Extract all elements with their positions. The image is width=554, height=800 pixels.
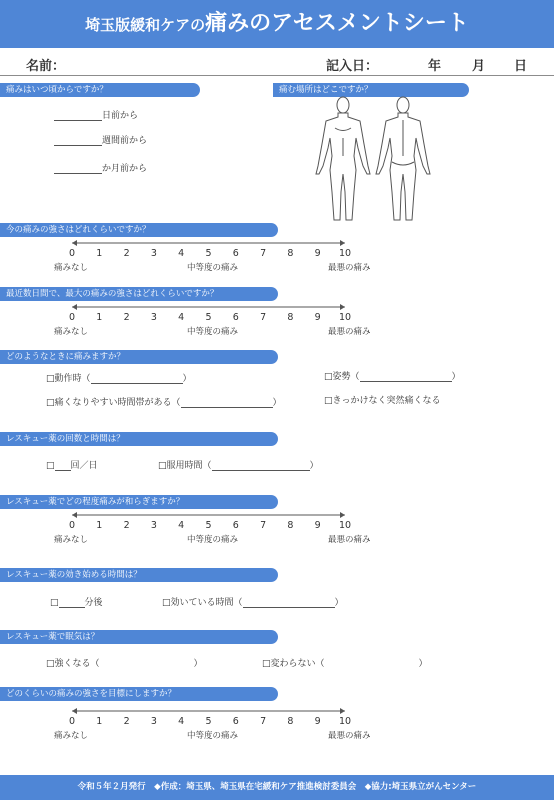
section-heading-rescue-onset: レスキュー薬の効き始める時間は？ [0, 568, 278, 582]
rescue-onset-checkbox[interactable]: □ [50, 598, 59, 608]
scale-number-1[interactable]: 1 [96, 248, 103, 259]
rescue-time-option[interactable] [158, 458, 319, 471]
scale-number-10[interactable]: 10 [338, 248, 352, 259]
scale-number-10[interactable]: 10 [338, 716, 352, 727]
when-movement-label: □動作時（ [46, 374, 91, 384]
when-movement-close: ） [182, 374, 192, 384]
scale-number-8[interactable]: 8 [287, 520, 294, 531]
scale-number-6[interactable]: 6 [232, 312, 239, 323]
scale-anchor-mid: 中等度の痛み [187, 731, 239, 741]
month-label: 月 [472, 59, 486, 74]
body-back-figure [376, 97, 430, 220]
section-heading-max-strength: 最近数日間で、最大の痛みの強さはどれくらいですか？ [0, 287, 278, 301]
scale-number-8[interactable]: 8 [287, 312, 294, 323]
when-time-blank[interactable] [181, 398, 273, 408]
onset-days-label: 日前から [102, 111, 139, 121]
scale-number-10[interactable]: 10 [338, 312, 352, 323]
onset-option-months[interactable] [54, 161, 147, 174]
scale-anchor-high: 最悪の痛み [328, 731, 371, 741]
onset-weeks-label: 週間前から [102, 136, 148, 146]
scale-number-6[interactable]: 6 [232, 520, 239, 531]
scale-number-9[interactable]: 9 [314, 312, 321, 323]
when-movement-blank[interactable] [91, 374, 183, 384]
rescue-count-option[interactable] [46, 458, 98, 471]
pain-scale-current[interactable] [50, 238, 370, 276]
onset-option-days[interactable] [54, 108, 138, 121]
rescue-count-checkbox[interactable]: □ [46, 461, 55, 471]
onset-months-blank[interactable] [54, 164, 102, 174]
scale-number-6[interactable]: 6 [232, 716, 239, 727]
scale-number-3[interactable]: 3 [150, 312, 157, 323]
scale-arrow [50, 510, 370, 520]
onset-option-weeks[interactable] [54, 133, 147, 146]
scale-number-2[interactable]: 2 [123, 716, 130, 727]
scale-number-2[interactable]: 2 [123, 520, 130, 531]
rescue-duration-label: □効いている時間（ [162, 598, 243, 608]
when-sudden-option[interactable]: □きっかけなく突然痛くなる [324, 396, 441, 406]
scale-number-4[interactable]: 4 [178, 248, 185, 259]
onset-months-label: か月前から [102, 164, 148, 174]
sleepy-stronger-label: □強くなる（ [46, 659, 100, 669]
scale-anchor-low: 痛みなし [54, 535, 89, 545]
scale-number-0[interactable]: 0 [68, 312, 76, 323]
pain-scale-goal[interactable] [50, 706, 370, 744]
when-time-label: □痛くなりやすい時間帯がある（ [46, 398, 181, 408]
scale-number-1[interactable]: 1 [96, 312, 103, 323]
scale-number-9[interactable]: 9 [314, 520, 321, 531]
page-title: 痛みのアセスメントシート [205, 11, 469, 36]
section-heading-when: どのようなときに痛みますか？ [0, 350, 278, 364]
when-posture-close: ） [451, 372, 461, 382]
scale-number-4[interactable]: 4 [178, 716, 185, 727]
when-posture-option[interactable] [324, 369, 461, 382]
scale-number-6[interactable]: 6 [232, 248, 239, 259]
section-heading-rescue-sleepy: レスキュー薬で眠気は？ [0, 630, 278, 644]
pain-scale-rescue-relief[interactable] [50, 510, 370, 548]
scale-number-5[interactable]: 5 [205, 520, 212, 531]
scale-anchor-high: 最悪の痛み [328, 263, 371, 273]
scale-number-3[interactable]: 3 [150, 520, 157, 531]
scale-anchor-low: 痛みなし [54, 263, 89, 273]
rescue-duration-option[interactable] [162, 595, 344, 608]
rescue-duration-blank[interactable] [243, 598, 335, 608]
rescue-count-label: 回／日 [70, 461, 98, 471]
rescue-time-label: □服用時間（ [158, 461, 212, 471]
scale-arrow [50, 706, 370, 716]
rescue-onset-label: 分後 [84, 598, 103, 608]
scale-anchor-mid: 中等度の痛み [187, 263, 239, 273]
scale-anchor-mid: 中等度の痛み [187, 327, 239, 337]
scale-number-1[interactable]: 1 [96, 716, 103, 727]
title-prefix: 埼玉版緩和ケアの [85, 16, 206, 34]
scale-number-5[interactable]: 5 [205, 312, 212, 323]
scale-number-0[interactable]: 0 [68, 520, 76, 531]
year-label: 年 [428, 59, 442, 74]
scale-number-8[interactable]: 8 [287, 248, 294, 259]
section-heading-onset: 痛みはいつ頃からですか？ [0, 83, 200, 97]
scale-number-1[interactable]: 1 [96, 520, 103, 531]
scale-anchor-low: 痛みなし [54, 731, 89, 741]
name-bar-divider [0, 75, 554, 76]
scale-number-10[interactable]: 10 [338, 520, 352, 531]
rescue-count-blank[interactable] [55, 461, 71, 471]
body-diagram[interactable] [308, 96, 438, 226]
scale-anchor-low: 痛みなし [54, 327, 89, 337]
scale-number-9[interactable]: 9 [314, 716, 321, 727]
onset-weeks-blank[interactable] [54, 136, 102, 146]
body-front-figure [316, 97, 370, 220]
name-label: 名前： [26, 59, 66, 74]
scale-number-5[interactable]: 5 [205, 248, 212, 259]
scale-number-7[interactable]: 7 [260, 520, 267, 531]
section-heading-location: 痛む場所はどこですか？ [273, 83, 469, 97]
scale-number-0[interactable]: 0 [68, 716, 76, 727]
when-posture-blank[interactable] [360, 372, 452, 382]
rescue-time-blank[interactable] [212, 461, 310, 471]
sleepy-same-close: ） [418, 659, 428, 669]
scale-number-2[interactable]: 2 [123, 248, 130, 259]
when-time-close: ） [272, 398, 282, 408]
scale-anchor-high: 最悪の痛み [328, 327, 371, 337]
when-posture-label: □姿勢（ [324, 372, 360, 382]
sleepy-stronger-option[interactable] [46, 656, 203, 669]
when-time-option[interactable] [46, 395, 282, 408]
scale-number-7[interactable]: 7 [260, 248, 267, 259]
rescue-onset-option[interactable] [50, 595, 103, 608]
scale-number-4[interactable]: 4 [178, 520, 185, 531]
scale-number-3[interactable]: 3 [150, 716, 157, 727]
scale-number-3[interactable]: 3 [150, 248, 157, 259]
scale-anchor-mid: 中等度の痛み [187, 535, 239, 545]
page-footer: 令和５年２月発行 ◆作成：埼玉県、埼玉県在宅緩和ケア推進検討委員会 ◆協力:埼玉県立がんセンター [0, 775, 554, 800]
scale-arrow [50, 302, 370, 312]
section-heading-rescue-relief: レスキュー薬でどの程度痛みが和らぎますか？ [0, 495, 278, 509]
page-header [0, 0, 554, 48]
scale-number-4[interactable]: 4 [178, 312, 185, 323]
scale-number-9[interactable]: 9 [314, 248, 321, 259]
sleepy-same-option[interactable] [262, 656, 428, 669]
section-heading-current-strength: 今の痛みの強さはどれくらいですか？ [0, 223, 278, 237]
scale-number-7[interactable]: 7 [260, 716, 267, 727]
scale-number-0[interactable]: 0 [68, 248, 76, 259]
scale-number-8[interactable]: 8 [287, 716, 294, 727]
name-date-bar [0, 52, 554, 76]
date-label: 記入日： [326, 59, 379, 74]
sleepy-same-label: □変わらない（ [262, 659, 325, 669]
section-heading-goal: どのくらいの痛みの強さを目標にしますか？ [0, 687, 278, 701]
rescue-time-close: ） [309, 461, 319, 471]
sleepy-stronger-close: ） [193, 659, 203, 669]
rescue-duration-close: ） [334, 598, 344, 608]
when-movement-option[interactable] [46, 371, 192, 384]
scale-number-5[interactable]: 5 [205, 716, 212, 727]
onset-days-blank[interactable] [54, 111, 102, 121]
pain-scale-max[interactable] [50, 302, 370, 340]
scale-arrow [50, 238, 370, 248]
scale-number-7[interactable]: 7 [260, 312, 267, 323]
rescue-onset-blank[interactable] [59, 598, 85, 608]
section-heading-rescue-count: レスキュー薬の回数と時間は？ [0, 432, 278, 446]
day-label: 日 [514, 59, 528, 74]
scale-anchor-high: 最悪の痛み [328, 535, 371, 545]
scale-number-2[interactable]: 2 [123, 312, 130, 323]
